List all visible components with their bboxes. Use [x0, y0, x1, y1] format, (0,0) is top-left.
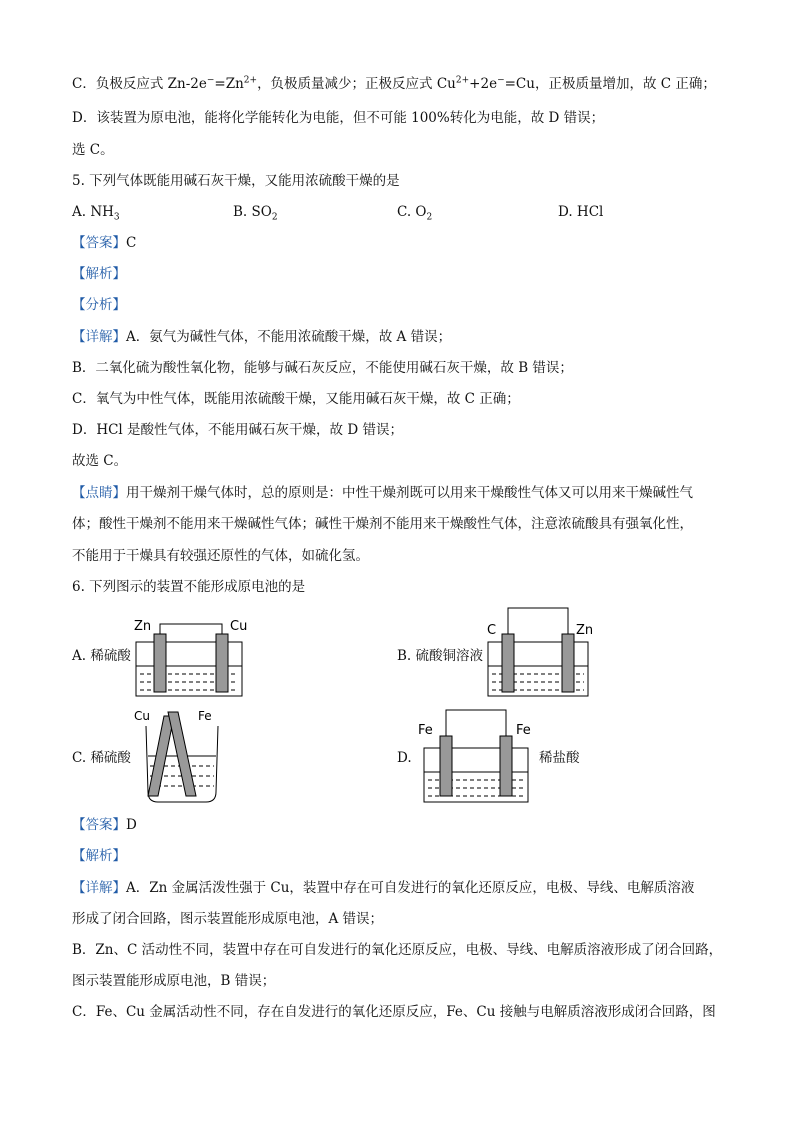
question-6-detail-b-line-2: 图示装置能形成原电池，B 错误；: [72, 973, 276, 989]
question-6-detail-b-line-1: B．Zn、C 活动性不同，装置中存在可自发进行的氧化还原反应，电极、导线、电解质溶液形成了闭合回路，: [72, 942, 723, 958]
question-5-option-a: A. $NH_3$: [72, 204, 120, 223]
question-5-option-b: B. $SO_2$: [233, 204, 278, 223]
question-5-detail-a: 【详解】A．氨气为碱性气体，不能用浓硫酸干燥，故 A 错误；: [72, 329, 452, 345]
figure-b-cell: [480, 604, 600, 700]
figure-a-left-electrode-label: Zn: [134, 619, 152, 634]
question-5-reasoning-heading: 【分析】: [72, 297, 126, 313]
option-c-explanation: C．负极反应式 $Zn-2e^-=Zn^{2+}$，负极质量减少；正极反应式 $Cu^{2+}+2e^-=Cu$，正极质量增加，故 C 正确；: [72, 75, 716, 92]
question-5-conclusion: 故选 C。: [72, 453, 128, 469]
figure-a-right-electrode-label: Cu: [230, 619, 248, 634]
question-6-detail-a-line-1: 【详解】A．Zn 金属活泼性强于 Cu，装置中存在可自发进行的氧化还原反应，电极、导线、电解质溶液: [72, 880, 695, 896]
figure-c-beaker: [130, 704, 230, 808]
figure-d-left-electrode-label: Fe: [418, 723, 433, 738]
figure-d-label: D.: [397, 750, 412, 766]
question-6-detail-a-line-2: 形成了闭合回路，图示装置能形成原电池，A 错误；: [72, 911, 384, 927]
question-5-option-d: D. HCl: [558, 204, 604, 220]
question-5-answer: 【答案】C: [72, 235, 137, 251]
question-5-tip-line-2: 体；酸性干燥剂不能用来干燥碱性气体；碱性干燥剂不能用来干燥酸性气体，注意浓硫酸具有强氧化性，: [72, 516, 693, 532]
figure-a-caption: A. 稀硫酸: [72, 648, 131, 664]
figure-a-cell: [130, 612, 250, 702]
option-d-explanation: D．该装置为原电池，能将化学能转化为电能，但不可能 100%转化为电能，故 D 错误；: [72, 110, 605, 126]
question-5-detail-b: B．二氧化硫为酸性氧化物，能够与碱石灰反应，不能使用碱石灰干燥，故 B 错误；: [72, 360, 573, 376]
question-5-tip-line-1: 【点睛】用干燥剂干燥气体时，总的原则是：中性干燥剂既可以用来干燥酸性气体又可以用来干燥碱性气: [72, 485, 693, 501]
figure-d-solution-label: 稀盐酸: [539, 750, 580, 766]
figure-c-caption: C. 稀硫酸: [72, 750, 131, 766]
figure-b-right-electrode-label: Zn: [576, 623, 594, 638]
question-5-detail-c: C．氧气为中性气体，既能用浓硫酸干燥，又能用碱石灰干燥，故 C 正确；: [72, 391, 520, 407]
question-5-analysis-heading: 【解析】: [72, 266, 126, 282]
figure-c-left-electrode-label: Cu: [134, 709, 150, 723]
figure-b-left-electrode-label: C: [487, 623, 497, 638]
figure-c-right-electrode-label: Fe: [198, 709, 212, 723]
previous-answer-choice: 选 C。: [72, 142, 114, 158]
question-6-answer: 【答案】D: [72, 817, 137, 833]
question-5-stem: 5. 下列气体既能用碱石灰干燥，又能用浓硫酸干燥的是: [72, 173, 400, 189]
question-6-stem: 6. 下列图示的装置不能形成原电池的是: [72, 579, 306, 595]
question-5-option-c: C. $O_2$: [397, 204, 433, 223]
figure-d-cell: [418, 706, 538, 808]
question-6-analysis-heading: 【解析】: [72, 848, 126, 864]
question-5-detail-d: D．HCl 是酸性气体，不能用碱石灰干燥，故 D 错误；: [72, 422, 403, 438]
question-5-tip-line-3: 不能用于干燥具有较强还原性的气体，如硫化氢。: [72, 548, 369, 564]
question-6-detail-c-line-1: C．Fe、Cu 金属活动性不同，存在自发进行的氧化还原反应，Fe、Cu 接触与电解质溶液形成闭合回路，图: [72, 1004, 716, 1020]
figure-b-caption: B. 硫酸铜溶液: [397, 648, 484, 664]
figure-d-right-electrode-label: Fe: [516, 723, 531, 738]
